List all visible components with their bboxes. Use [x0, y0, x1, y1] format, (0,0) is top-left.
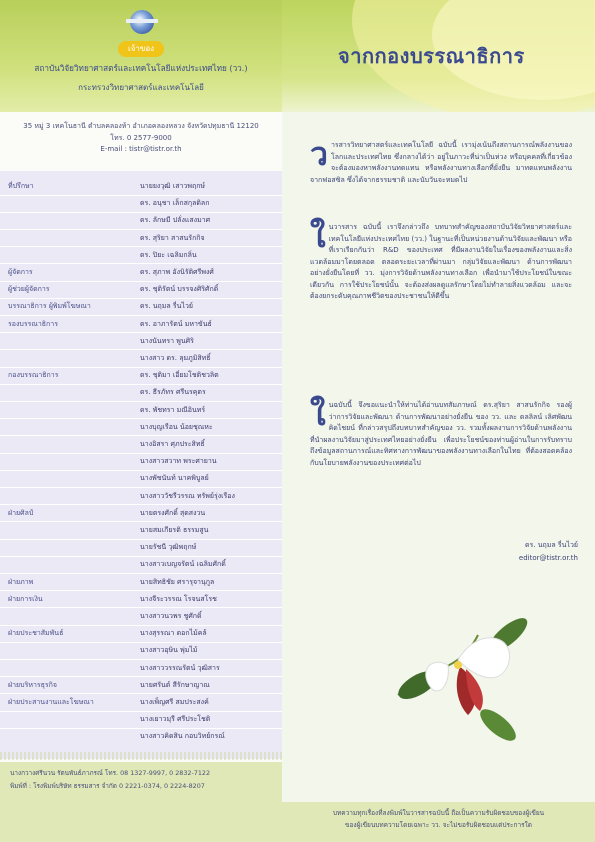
staff-role: ฝ่ายภาพ [8, 577, 34, 586]
staff-row [0, 368, 282, 382]
paragraph-text: นวารสาร ฉบับนี้ เราจึงกล่าวถึง บทบาทสำคัญของสถาบันวิจัยวิทยาศาสตร์และเทคโนโลยีแห่งประเทศไทย (วว.) ในฐานะที่เป็นหน่วยงานด้านวิจัยและพัฒนา หรือที่เราเรียกกันว่า R&D ของประเทศ ที่มีผลงานวิจัยในเรื่องของพลังงานและสิ่งแวดล้อมมาโดยตลอด ตลอดระยะเวลาที่ผ่านมา กลุ่มวิจัยและพัฒนา ด้านการพัฒนาอย่างยั่งยืนโดยที่ วว. มุ่งการวิจัยด้านพลังงานทางเลือก เพื่อนำมาใช้ประโยชน์ในขณะเดียวกัน การใช้ประโยชน์นั้น จะต้องส่งผลดูแลรักษาโดยไม่ทำลายสิ่งแวดล้อม และจะต้องยกระดับคุณภาพชีวิตของประชาชนให้ดีขึ้น [310, 223, 572, 300]
staff-row [0, 282, 282, 296]
editorial-paragraph-3 [310, 395, 572, 469]
staff-name: ดร. สุริยา สาสนรักกิจ [140, 233, 205, 242]
organization-name: สถาบันวิจัยวิทยาศาสตร์และเทคโนโลยีแห่งประเทศไทย (วว.) [34, 63, 248, 73]
owner-badge: เจ้าของ [118, 41, 164, 57]
staff-name: นางเพ็ญศรี สมประสงค์ [140, 698, 209, 706]
staff-row [0, 592, 282, 606]
staff-name: ดร. สุภาพ อังนิรัติศรีพงศ์ [140, 268, 214, 276]
staff-row [0, 678, 282, 692]
staff-name: นางอิสรา ศุภประสิทธิ์ [140, 440, 205, 448]
staff-row [0, 575, 282, 589]
staff-name: ดร. พัชทรา มณีอินทร์ [140, 405, 206, 414]
staff-row [0, 351, 282, 365]
staff-role: ผู้ช่วยผู้จัดการ [8, 285, 50, 294]
staff-row [0, 317, 282, 331]
contact-line: นางกวางศรีนวน รัตนพันธ์ภาภรณ์ โทร. 08 1327-9997, 0 2832-7122 [10, 769, 211, 777]
staff-name: ดร. ลักษมี ปลั่งแสงมาศ [140, 216, 211, 225]
disclaimer-line-2: ของผู้เขียนบทความโดยเฉพาะ วว. จะไม่ขอรับผิดชอบแต่ประการใด [345, 821, 532, 829]
staff-row [0, 609, 282, 623]
staff-row [0, 213, 282, 227]
staff-row [0, 248, 282, 262]
staff-row [0, 712, 282, 726]
staff-name: นายรัชนี วุฒิพฤกษ์ [140, 543, 197, 552]
staff-row [0, 523, 282, 537]
staff-role: ที่ปรึกษา [8, 182, 34, 190]
divider-dots [0, 752, 282, 760]
staff-name: ดร. ธีรภัทร ศรีนรคุตร [140, 388, 206, 397]
staff-role: ฝ่ายบริหารธุรกิจ [8, 680, 58, 689]
staff-role: ผู้จัดการ [8, 268, 33, 276]
staff-role: บรรณาธิการ ผู้พิมพ์โฆษณา [8, 302, 91, 311]
staff-name: ดร. ปิยะ เฉลิมกลิ่น [140, 250, 197, 259]
editor-email: editor@tistr.or.th [518, 554, 578, 562]
staff-row [0, 299, 282, 313]
staff-row [0, 729, 282, 743]
flower-illustration [388, 605, 538, 745]
staff-name: นางสาวนวพร ชูศักดิ์ [140, 612, 202, 620]
staff-role: รองบรรณาธิการ [8, 319, 58, 328]
staff-row [0, 557, 282, 571]
staff-name: นางสาวคิดสิน กอบวิทย์กรณ์ [140, 732, 225, 741]
staff-role: ฝ่ายการเงิน [8, 594, 43, 603]
staff-name: นางสาววรรณรัตน์ วุฒิสาร [140, 663, 220, 672]
staff-name: นางสาวสวาท พระศายาน [140, 457, 217, 466]
address-text: 35 หมู่ 3 เทคโนธานี ตำบลคลองห้า อำเภอคลองหลวง จังหวัดปทุมธานี 12120 [23, 122, 259, 130]
staff-name: ดร. ชุติมา เอี่ยมโชติชวลิต [140, 371, 219, 380]
staff-list [0, 171, 282, 759]
phone-text: โทร. 0 2577-9000 [110, 133, 172, 142]
staff-name: นายสิทธิชัย ศรารุจานุกูล [140, 577, 215, 586]
staff-name: ดร. อนุชา เล็กสกุลดิลก [140, 199, 210, 208]
staff-row [0, 695, 282, 709]
logo-band [126, 19, 158, 23]
staff-row [0, 437, 282, 451]
staff-row [0, 506, 282, 520]
staff-row [0, 385, 282, 399]
staff-name: นางสุรรณา ดอกไม้คล้ [140, 629, 207, 638]
editorial-paragraph-1 [310, 135, 572, 186]
drop-cap: ใ [310, 395, 326, 433]
staff-name: นางนันทรา พูนศิริ [140, 336, 194, 345]
staff-name: นางเยาวมุรี ศรีประโชติ [140, 715, 211, 724]
staff-row [0, 540, 282, 554]
staff-role: ฝ่ายศิลป์ [8, 508, 34, 517]
printer-line: พิมพ์ที่ : โรงพิมพ์บริษัท ธรรมสาร จำกัด 0 2221-0374, 0 2224-8207 [10, 782, 205, 790]
staff-row [0, 454, 282, 468]
staff-name: นางบุญเรือน น้อยชุณหะ [140, 422, 213, 431]
staff-name: นายสมเกียรติ ธรรมสูน [140, 526, 209, 534]
editorial-title: จากกองบรรณาธิการ [338, 44, 525, 68]
staff-row [0, 643, 282, 657]
staff-row [0, 626, 282, 640]
staff-name: นายศรันต์ สีรักษาญาณ [140, 680, 210, 689]
staff-name: ดร. ชุติรัตน์ บรรจงศิริศักดิ์ [140, 285, 219, 294]
staff-row [0, 471, 282, 485]
editor-signature: ดร. นฤมล รื่นไวย์ [524, 541, 578, 549]
staff-row [0, 196, 282, 210]
staff-row [0, 231, 282, 245]
staff-row [0, 403, 282, 417]
staff-name: นางสาวอุษิน พุ่มไม้ [140, 646, 198, 655]
paragraph-text: ารสารวิทยาศาสตร์และเทคโนโลยี ฉบับนี้ เรามุ่งเน้นถึงสถานการณ์พลังงานของโลกและประเทศไทย ซึ่งกลางได้ว่า อยู่ในภาวะที่น่าเป็นห่วง หรือบุคคลที่เกี่ยวข้อง จะต้องมองหาพลังงานทดแทน หรือพลังงานทางเลือกที่ยั่งยืน มาทดแทนพลังงานจากฟอสซิล ซึ่งได้จากธรรมชาติ และนับวันจะหมดไป [310, 141, 572, 184]
contact-block [0, 121, 282, 156]
staff-name: นางจีระวรรณ โรจนสโรช [140, 594, 217, 603]
staff-row [0, 265, 282, 279]
staff-name: นางสาวเบญจรัตน์ เฉลิมศักดิ์ [140, 560, 226, 569]
paragraph-text: นฉบับนี้ จึงขอแนะนำให้ท่านได้อ่านบทสัมภาษณ์ ดร.สุริยา สาสนรักกิจ รองผู้ว่าการวิจัยและพัฒนา ด้านการพัฒนาอย่างยั่งยืน ของ วว. และ ดลลิลน์ เลิศพัฒนคิดไชยน์ ที่กล่าวสรุปถึงบทบาทสำคัญของ วว. รวมทั้งผลงานการวิจัยด้านพลังงาน ที่นำผลงานวิจัยมาสู่ประเทศไทยอย่างยั่งยืน เพื่อประโยชน์ของท่านผู้อ่านในการรับทราบถึงข้อมูลสถานการณ์และทิศทางการพัฒนาของพลังงานทางเลือกในไทย ที่ต้องสอดคล้องกับนโยบายพลังงานของประเทศต่อไป [310, 401, 572, 467]
staff-name: นางพัชนันท์ นาคพิบูลย์ [140, 474, 209, 483]
staff-row [0, 661, 282, 675]
disclaimer-line-1: บทความทุกเรื่องที่ลงพิมพ์ในวารสารฉบับนี้ ถือเป็นความรับผิดชอบของผู้เขียน [332, 809, 545, 817]
email-text: E-mail : tistr@tistr.or.th [100, 145, 182, 153]
staff-row [0, 334, 282, 348]
staff-name: ดร. อาภารัตน์ มหาขันธ์ [140, 319, 212, 328]
staff-role: ฝ่ายประสานงานและโฆษณา [8, 698, 94, 706]
staff-name: นางสาว ดร. ลุมภูมิสิทธิ์ [140, 354, 211, 362]
staff-name: นายยงวุฒิ เสาวพฤกษ์ [140, 182, 206, 190]
staff-name: นายตรงศักดิ์ สุดสงวน [140, 508, 206, 517]
staff-name: นางสาววัชรีวรรณ ทรัพย์รุ่งเรือง [140, 491, 235, 500]
staff-row [0, 179, 282, 193]
editorial-paragraph-2 [310, 217, 572, 303]
drop-cap: ว [310, 135, 328, 173]
staff-row [0, 420, 282, 434]
ministry-name: กระทรวงวิทยาศาสตร์และเทคโนโลยี [78, 83, 204, 92]
staff-name: ดร. นฤมล รื่นไวย์ [140, 302, 194, 311]
staff-role: ฝ่ายประชาสัมพันธ์ [8, 629, 64, 638]
drop-cap: ใ [310, 217, 326, 255]
staff-role: กองบรรณาธิการ [8, 371, 59, 380]
staff-row [0, 489, 282, 503]
